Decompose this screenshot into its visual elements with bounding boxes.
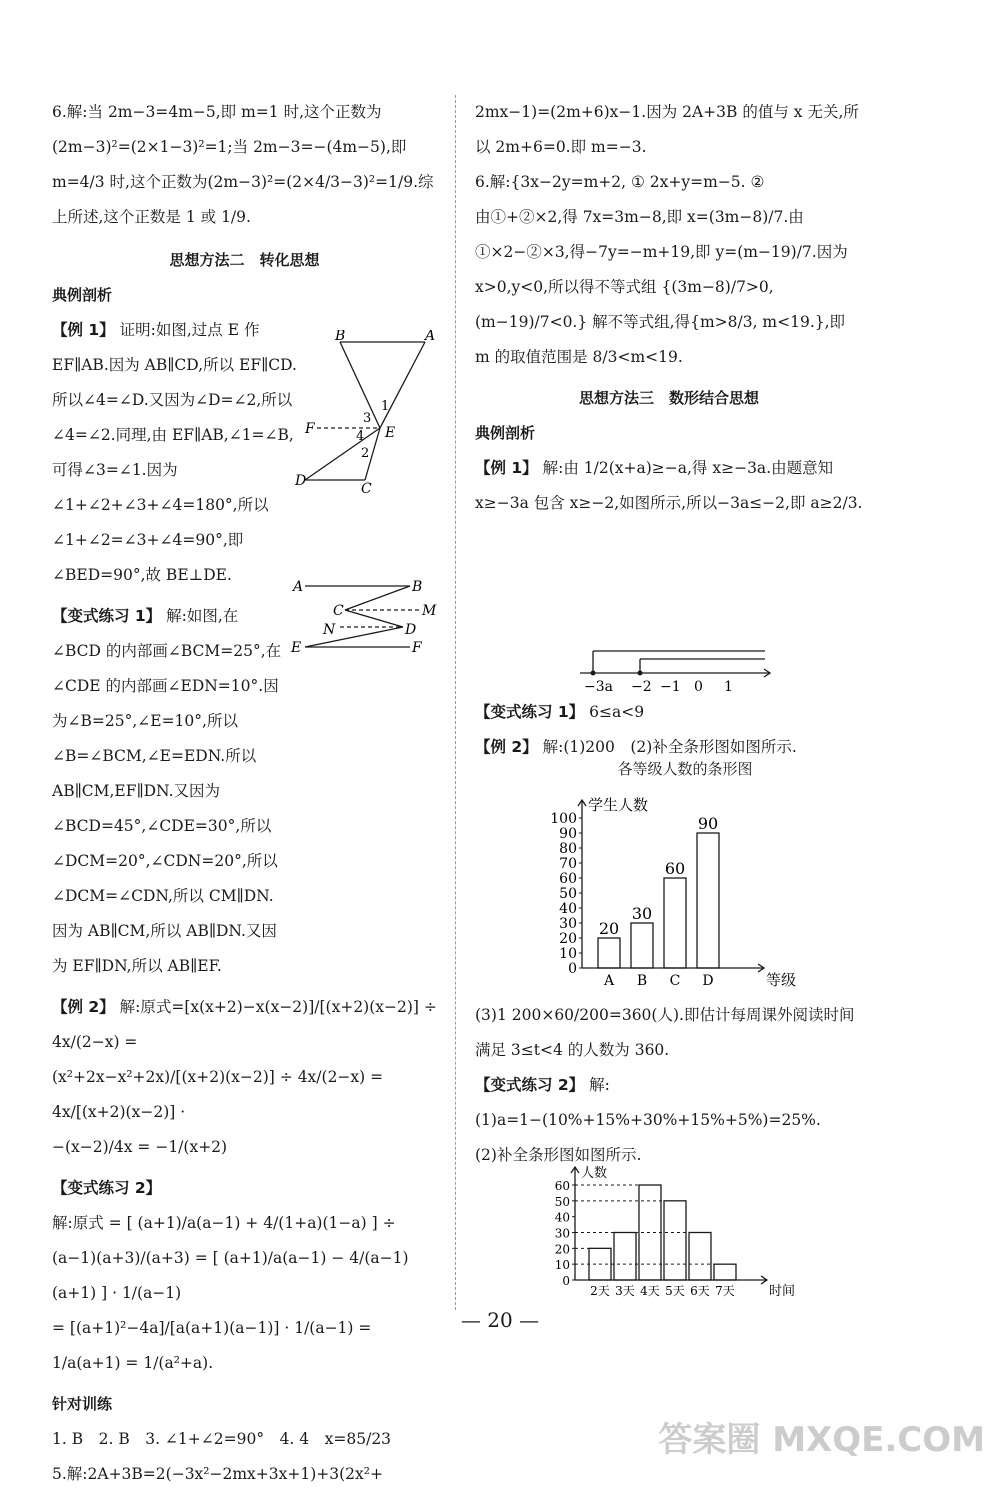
fig1-label-D: D [295,473,307,489]
section2-title: 思想方法二 转化思想 [169,251,320,269]
category-label: 6天 [690,1284,710,1298]
bar-value-label: 30 [631,904,653,923]
y-tick-label: 70 [559,856,577,872]
bar [689,1233,711,1281]
fig1-label-E: E [385,425,396,441]
variant2-right-label: 【变式练习 2】 [475,1076,585,1094]
y-tick-label: 20 [559,931,577,947]
category-label: 5天 [665,1284,685,1298]
fig2-label-B: B [412,579,423,595]
example1-right [475,451,863,521]
variant1-label: 【变式练习 1】 [52,607,162,625]
y-tick-label: 50 [559,886,577,902]
example1-right-label: 【例 1】 [475,459,538,477]
fig1-label-B: B [335,330,346,344]
variant1-left [52,599,287,984]
bar-value-label: 90 [697,814,719,833]
example2-line1: 解:原式=[x(x+2)−x(x−2)]/[(x+2)(x−2)] ÷ 4x/(2−x) = [52,998,437,1051]
nl-point-3a [591,671,596,676]
category-label: C [669,973,681,989]
variant2-label: 【变式练习 2】 [52,1179,162,1197]
category-label: 2天 [590,1284,610,1298]
example2-line2: (x²+2x−x²+2x)/[(x+2)(x−2)] ÷ 4x/(2−x) = 4x/[(x+2)(x−2)] · [52,1068,384,1121]
category-label: 4天 [640,1284,660,1298]
y-tick-label: 20 [554,1242,570,1257]
y-tick-label: 60 [554,1179,570,1193]
y-tick-label: 40 [559,901,577,917]
q6-right-text: 由①+②×2,得 7x=3m−8,即 x=(3m−8)/7.由①×2−②×3,得−7y=−m+19,即 y=(m−19)/7.因为 x>0,y<0,所以得不等式组 {(3m−8)/7>0, (m−19)/7<0.} 解不等式组,得{m>8/3, m<19.},即 m 的取值范围是 8/3<m<19. [475,208,848,366]
training-answers: 1. B 2. B 3. ∠1+∠2=90° 4. 4 x=85/23 [52,1430,392,1448]
y-tick-label: 0 [568,961,577,977]
nl-label-neg2: −2 [631,679,652,695]
fig2-label-F: F [412,640,422,656]
chart1-title: 各等级人数的条形图 [617,760,753,778]
variant2-line3: = [(a+1)²−4a]/[a(a+1)(a−1)] · 1/(a−1) = 1/a(a+1) = 1/(a²+a). [52,1319,372,1372]
x-axis-label: 等级 [766,971,797,989]
right-column [475,95,863,521]
variant2-line2: (a−1)(a+3)/(a+3) = [ (a+1)/a(a−1) − 4/(a−1)(a+1) ] · 1/(a−1) [52,1249,409,1302]
y-axis-label: 学生人数 [588,796,649,814]
right-column-lower-b [475,998,863,1173]
y-tick-label: 10 [554,1258,570,1273]
bar [697,833,719,968]
bar [631,923,653,968]
example1-left [52,313,302,593]
category-label: 3天 [615,1284,635,1298]
variant1-text: 解:如图,在∠BCD 的内部画∠BCM=25°,在∠CDE 的内部画∠EDN=10°.因为∠B=25°,∠E=10°,所以∠B=∠BCM,∠E=EDN.所以 AB∥CM,EF∥DN.又因为∠BCD=45°,∠CDE=30°,所以∠DCM=20°,∠CDN=20°,所以∠DCM=∠CDN,所以 CM∥DN.因为 AB∥CM,所以 AB∥DN.又因为 EF∥DN,所以 AB∥EF. [52,607,282,975]
geometry-figure-1 [295,330,445,495]
x-axis-label: 时间 [769,1284,795,1299]
q6-left: 6.解:当 2m−3=4m−5,即 m=1 时,这个正数为(2m−3)²=(2×1−3)²=1;当 2m−3=−(4m−5),即 m=4/3 时,这个正数为(2m−3)²=(2×4/3−3)²=1/9.综上所述,这个正数是 1 或 1/9. [52,103,434,226]
q6-system: 6.解:{3x−2y=m+2, ① 2x+y=m−5. ② [475,173,765,191]
y-tick-label: 80 [559,841,577,857]
example2-right-text: 解:(1)200 (2)补全条形图如图所示. [542,738,797,756]
fig2-label-A: A [293,579,304,595]
fig2-label-D: D [405,622,417,638]
bar-value-label: 20 [598,919,620,938]
y-tick-label: 10 [559,946,577,962]
section3-title: 思想方法三 数形结合思想 [578,389,759,407]
y-tick-label: 60 [559,871,577,887]
example2-right-label: 【例 2】 [475,738,538,756]
y-tick-label: 30 [554,1226,570,1241]
number-line [580,645,780,695]
y-tick-label: 0 [562,1274,570,1288]
training-heading: 针对训练 [52,1395,113,1413]
y-tick-label: 50 [554,1194,570,1209]
bar-chart-days [545,1160,795,1305]
q5-left: 5.解:2A+3B=2(−3x²−2mx+3x+1)+3(2x²+ [52,1465,383,1483]
fig2-label-N: N [323,622,336,638]
fig1-angle-2: 2 [361,446,370,461]
category-label: B [636,973,648,989]
fig1-angle-1: 1 [381,399,390,414]
fig1-label-C: C [361,481,372,495]
fig1-angle-4: 4 [356,429,365,444]
watermark: 答案圈 MXQE.COM [658,1420,985,1460]
category-label: A [603,973,615,989]
fig1-label-A: A [425,330,436,344]
fig2-label-M: M [422,603,437,619]
example2-label: 【例 2】 [52,998,115,1016]
geometry-figure-2 [285,572,440,662]
variant2-part2: (2)补全条形图如图所示. [475,1146,642,1164]
right-column-lower-a [475,695,863,765]
q5-continued: 2mx−1)=(2m+6)x−1.因为 2A+3B 的值与 x 无关,所以 2m+6=0.即 m=−3. [475,103,859,156]
bar-chart-grades [540,785,800,1000]
typical-heading-right: 典例剖析 [475,424,536,442]
typical-heading-left: 典例剖析 [52,286,113,304]
nl-label-3a: −3a [584,679,613,695]
y-tick-label: 40 [554,1210,570,1225]
example2-left [52,990,437,1060]
nl-label-1: 1 [724,679,733,695]
example1-right-text: 解:由 1/2(x+a)≥−a,得 x≥−3a.由题意知 x≥−3a 包含 x≥−2,如图所示,所以−3a≤−2,即 a≥2/3. [475,459,863,512]
page-number: — 20 — [460,1308,540,1332]
nl-label-neg1: −1 [660,679,681,695]
left-column [52,95,437,1492]
nl-label-0: 0 [694,679,703,695]
fig2-label-C: C [333,603,344,619]
bar-value-label: 60 [664,859,686,878]
category-label: 7天 [715,1284,735,1298]
bar [614,1233,636,1281]
nl-point-neg2 [638,671,643,676]
variant2-right [475,1068,863,1138]
column-divider [455,95,456,1310]
y-tick-label: 90 [559,826,577,842]
y-tick-label: 100 [550,811,577,827]
variant1-right-answer: 6≤a<9 [589,703,645,721]
example1-text: 证明:如图,过点 E 作 EF∥AB.因为 AB∥CD,所以 EF∥CD.所以∠4=∠D.又因为∠D=∠2,所以∠4=∠2.同理,由 EF∥AB,∠1=∠B,可得∠3=∠1.因为∠1+∠2+∠3+∠4=180°,所以∠1+∠2=∠3+∠4=90°,即∠BED=90°,故 BE⊥DE. [52,321,297,584]
example2-part3: (3)1 200×60/200=360(人).即估计每周课外阅读时间满足 3≤t<4 的人数为 360. [475,1006,855,1059]
bar [664,878,686,968]
fig1-angle-3: 3 [363,411,372,426]
variant1-right-label: 【变式练习 1】 [475,703,585,721]
variant2-line1: 解:原式 = [ (a+1)/a(a−1) + 4/(1+a)(1−a) ] ÷ [52,1214,396,1232]
fig1-label-F: F [305,421,315,437]
y-axis-label: 人数 [581,1166,608,1181]
y-tick-label: 30 [559,916,577,932]
bar [714,1264,736,1280]
variant2-right-text: 解:(1)a=1−(10%+15%+30%+15%+5%)=25%. [475,1076,821,1129]
example1-label: 【例 1】 [52,321,115,339]
bar [598,938,620,968]
fig2-label-E: E [291,640,302,656]
example2-line3: −(x−2)/4x = −1/(x+2) [52,1138,228,1156]
bar [664,1201,686,1280]
variant1-right [475,695,863,730]
category-label: D [702,973,714,989]
